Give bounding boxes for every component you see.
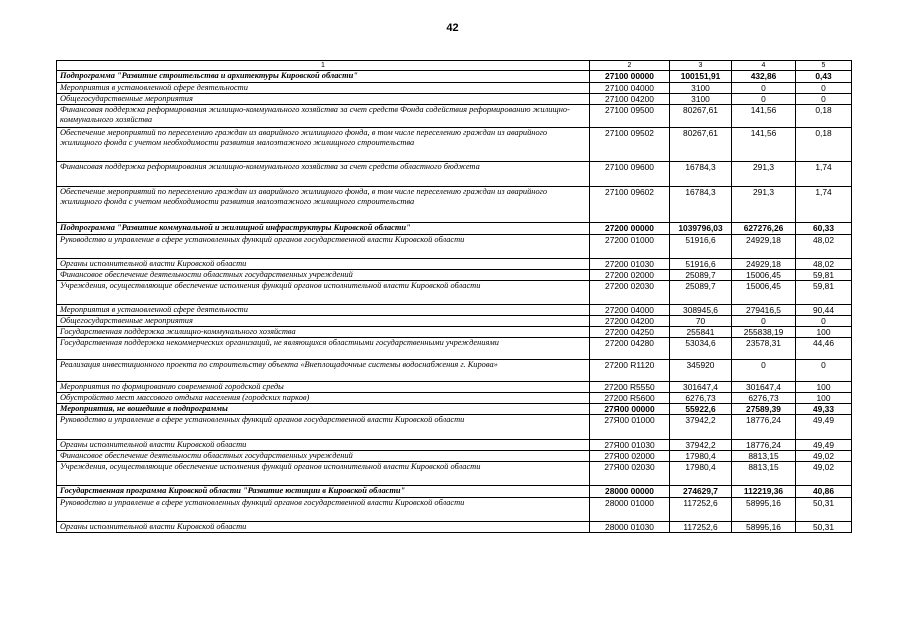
row-percent: 0,18 xyxy=(796,105,852,128)
row-code: 28000 01000 xyxy=(590,498,670,522)
row-executed-value: 8813,15 xyxy=(732,462,796,486)
row-planned-value: 51916,6 xyxy=(670,259,732,270)
row-code: 27Я00 01030 xyxy=(590,440,670,451)
row-executed-value: 15006,45 xyxy=(732,270,796,281)
row-planned-value: 117252,6 xyxy=(670,522,732,533)
row-percent: 0 xyxy=(796,316,852,327)
table-row xyxy=(57,305,852,316)
column-header-1: 1 xyxy=(57,61,590,71)
table-row xyxy=(57,316,852,327)
budget-table xyxy=(56,60,852,533)
row-code: 27200 02000 xyxy=(590,270,670,281)
table-row xyxy=(57,462,852,486)
row-name: Органы исполнительной власти Кировской области xyxy=(57,259,590,270)
row-percent: 40,86 xyxy=(796,486,852,498)
table-row xyxy=(57,259,852,270)
table-row xyxy=(57,71,852,83)
row-code: 27200 R1120 xyxy=(590,360,670,382)
row-executed-value: 141,56 xyxy=(732,128,796,162)
row-name: Мероприятия в установленной сфере деятельности xyxy=(57,83,590,94)
column-number-row xyxy=(57,61,852,71)
row-percent: 60,33 xyxy=(796,223,852,235)
row-planned-value: 25089,7 xyxy=(670,270,732,281)
table-row xyxy=(57,83,852,94)
row-name: Финансовое обеспечение деятельности областных государственных учреждений xyxy=(57,451,590,462)
row-code: 27200 00000 xyxy=(590,223,670,235)
table-row xyxy=(57,105,852,128)
row-percent: 49,49 xyxy=(796,415,852,440)
table-row xyxy=(57,270,852,281)
row-executed-value: 279416,5 xyxy=(732,305,796,316)
row-code: 27100 04200 xyxy=(590,94,670,105)
row-executed-value: 6276,73 xyxy=(732,393,796,404)
column-header-5: 5 xyxy=(796,61,852,71)
table-row xyxy=(57,415,852,440)
row-planned-value: 37942,2 xyxy=(670,440,732,451)
row-name: Мероприятия, не вошедшие в подпрограммы xyxy=(57,404,590,415)
row-name: Финансовая поддержка реформирования жилищно-коммунального хозяйства за счет средств областного бюджета xyxy=(57,162,590,187)
row-executed-value: 8813,15 xyxy=(732,451,796,462)
row-code: 27100 09602 xyxy=(590,187,670,223)
row-name: Финансовое обеспечение деятельности областных государственных учреждений xyxy=(57,270,590,281)
row-code: 27Я00 01000 xyxy=(590,415,670,440)
table-row xyxy=(57,338,852,360)
row-name: Обустройство мест массового отдыха населения (городских парков) xyxy=(57,393,590,404)
row-planned-value: 274629,7 xyxy=(670,486,732,498)
table-row xyxy=(57,498,852,522)
row-planned-value: 6276,73 xyxy=(670,393,732,404)
row-code: 27Я00 02030 xyxy=(590,462,670,486)
row-name: Финансовая поддержка реформирования жилищно-коммунального хозяйства за счет средств Фонда содействия реформированию жилищно-коммунального хозяйства xyxy=(57,105,590,128)
row-executed-value: 141,56 xyxy=(732,105,796,128)
column-header-3: 3 xyxy=(670,61,732,71)
table-row xyxy=(57,440,852,451)
row-percent: 59,81 xyxy=(796,270,852,281)
row-percent: 100 xyxy=(796,327,852,338)
row-name: Руководство и управление в сфере установленных функций органов государственной власти Кировской области xyxy=(57,415,590,440)
row-code: 27200 04280 xyxy=(590,338,670,360)
row-code: 27200 01030 xyxy=(590,259,670,270)
row-name: Подпрограмма "Развитие строительства и архитектуры Кировской области" xyxy=(57,71,590,83)
row-executed-value: 0 xyxy=(732,316,796,327)
row-code: 27200 01000 xyxy=(590,235,670,259)
row-name: Мероприятия в установленной сфере деятельности xyxy=(57,305,590,316)
row-planned-value: 51916,6 xyxy=(670,235,732,259)
row-code: 27100 00000 xyxy=(590,71,670,83)
row-executed-value: 0 xyxy=(732,94,796,105)
row-executed-value: 58995,16 xyxy=(732,498,796,522)
row-executed-value: 432,86 xyxy=(732,71,796,83)
row-executed-value: 24929,18 xyxy=(732,259,796,270)
row-percent: 0 xyxy=(796,94,852,105)
row-name: Учреждения, осуществляющие обеспечение исполнения функций органов исполнительной власти Кировской области xyxy=(57,281,590,305)
row-code: 27200 04000 xyxy=(590,305,670,316)
row-executed-value: 291,3 xyxy=(732,162,796,187)
table-row xyxy=(57,486,852,498)
table-row xyxy=(57,223,852,235)
row-percent: 100 xyxy=(796,382,852,393)
row-code: 27200 R5550 xyxy=(590,382,670,393)
table-body xyxy=(57,71,852,533)
row-executed-value: 291,3 xyxy=(732,187,796,223)
row-planned-value: 80267,61 xyxy=(670,128,732,162)
row-planned-value: 70 xyxy=(670,316,732,327)
row-code: 27100 09502 xyxy=(590,128,670,162)
row-planned-value: 17980,4 xyxy=(670,451,732,462)
table-row xyxy=(57,451,852,462)
row-planned-value: 3100 xyxy=(670,83,732,94)
row-percent: 1,74 xyxy=(796,187,852,223)
table-row xyxy=(57,94,852,105)
row-name: Руководство и управление в сфере установленных функций органов государственной власти Кировской области xyxy=(57,235,590,259)
row-executed-value: 112219,36 xyxy=(732,486,796,498)
row-planned-value: 16784,3 xyxy=(670,187,732,223)
row-code: 28000 00000 xyxy=(590,486,670,498)
row-percent: 49,02 xyxy=(796,451,852,462)
row-name: Органы исполнительной власти Кировской области xyxy=(57,440,590,451)
table-row xyxy=(57,360,852,382)
table-row xyxy=(57,327,852,338)
row-code: 27200 04250 xyxy=(590,327,670,338)
row-executed-value: 18776,24 xyxy=(732,440,796,451)
row-executed-value: 18776,24 xyxy=(732,415,796,440)
table-row xyxy=(57,522,852,533)
row-executed-value: 301647,4 xyxy=(732,382,796,393)
row-code: 27100 09500 xyxy=(590,105,670,128)
row-name: Государственная программа Кировской области "Развитие юстиции в Кировской области" xyxy=(57,486,590,498)
page-number: 42 xyxy=(446,22,459,34)
row-percent: 0 xyxy=(796,360,852,382)
row-percent: 0,18 xyxy=(796,128,852,162)
row-planned-value: 3100 xyxy=(670,94,732,105)
row-percent: 49,33 xyxy=(796,404,852,415)
row-percent: 1,74 xyxy=(796,162,852,187)
row-executed-value: 255838,19 xyxy=(732,327,796,338)
row-name: Государственная поддержка некоммерческих организаций, не являющихся областными государственными учреждениями xyxy=(57,338,590,360)
row-percent: 49,02 xyxy=(796,462,852,486)
row-name: Мероприятия по формированию современной городской среды xyxy=(57,382,590,393)
row-percent: 44,46 xyxy=(796,338,852,360)
row-executed-value: 15006,45 xyxy=(732,281,796,305)
row-planned-value: 345920 xyxy=(670,360,732,382)
table-row xyxy=(57,393,852,404)
row-name: Общегосударственные мероприятия xyxy=(57,94,590,105)
column-header-2: 2 xyxy=(590,61,670,71)
row-code: 27Я00 00000 xyxy=(590,404,670,415)
table-row xyxy=(57,162,852,187)
row-planned-value: 100151,91 xyxy=(670,71,732,83)
row-percent: 0,43 xyxy=(796,71,852,83)
row-code: 27200 04200 xyxy=(590,316,670,327)
row-executed-value: 58995,16 xyxy=(732,522,796,533)
table-row xyxy=(57,187,852,223)
row-percent: 0 xyxy=(796,83,852,94)
row-name: Государственная поддержка жилищно-коммунального хозяйства xyxy=(57,327,590,338)
row-name: Обеспечение мероприятий по переселению граждан из аварийного жилищного фонда, в том числе переселению граждан из аварийного жилищного фонда с учетом необходимости развития малоэтажного жилищного строительства xyxy=(57,128,590,162)
row-planned-value: 301647,4 xyxy=(670,382,732,393)
column-header-4: 4 xyxy=(732,61,796,71)
row-percent: 48,02 xyxy=(796,235,852,259)
row-executed-value: 627276,26 xyxy=(732,223,796,235)
row-name: Учреждения, осуществляющие обеспечение исполнения функций органов исполнительной власти Кировской области xyxy=(57,462,590,486)
row-percent: 59,81 xyxy=(796,281,852,305)
row-executed-value: 0 xyxy=(732,83,796,94)
table-row xyxy=(57,128,852,162)
row-planned-value: 80267,61 xyxy=(670,105,732,128)
row-name: Общегосударственные мероприятия xyxy=(57,316,590,327)
table-row xyxy=(57,281,852,305)
row-executed-value: 24929,18 xyxy=(732,235,796,259)
row-percent: 100 xyxy=(796,393,852,404)
row-name: Руководство и управление в сфере установленных функций органов государственной власти Кировской области xyxy=(57,498,590,522)
row-executed-value: 23578,31 xyxy=(732,338,796,360)
table-row xyxy=(57,235,852,259)
row-executed-value: 27589,39 xyxy=(732,404,796,415)
row-code: 27Я00 02000 xyxy=(590,451,670,462)
table-row xyxy=(57,404,852,415)
row-code: 27100 04000 xyxy=(590,83,670,94)
row-planned-value: 37942,2 xyxy=(670,415,732,440)
row-code: 28000 01030 xyxy=(590,522,670,533)
row-planned-value: 25089,7 xyxy=(670,281,732,305)
row-code: 27200 02030 xyxy=(590,281,670,305)
row-planned-value: 308945,6 xyxy=(670,305,732,316)
budget-table-container xyxy=(56,60,851,533)
row-planned-value: 117252,6 xyxy=(670,498,732,522)
row-executed-value: 0 xyxy=(732,360,796,382)
row-name: Органы исполнительной власти Кировской области xyxy=(57,522,590,533)
row-planned-value: 255841 xyxy=(670,327,732,338)
row-percent: 48,02 xyxy=(796,259,852,270)
row-code: 27100 09600 xyxy=(590,162,670,187)
row-planned-value: 17980,4 xyxy=(670,462,732,486)
row-planned-value: 53034,6 xyxy=(670,338,732,360)
row-percent: 90,44 xyxy=(796,305,852,316)
row-name: Реализация инвестиционного проекта по строительству объекта «Внеплощадочные системы водоснабжения г. Кирова» xyxy=(57,360,590,382)
row-percent: 49,49 xyxy=(796,440,852,451)
row-percent: 50,31 xyxy=(796,522,852,533)
row-planned-value: 16784,3 xyxy=(670,162,732,187)
row-planned-value: 1039796,03 xyxy=(670,223,732,235)
row-name: Обеспечение мероприятий по переселению граждан из аварийного жилищного фонда, в том числе переселению граждан из аварийного жилищного фонда с учетом необходимости развития малоэтажного жилищного строительства xyxy=(57,187,590,223)
row-code: 27200 R5600 xyxy=(590,393,670,404)
table-row xyxy=(57,382,852,393)
row-name: Подпрограмма "Развитие коммунальной и жилищной инфраструктуры Кировской области" xyxy=(57,223,590,235)
row-planned-value: 55922,6 xyxy=(670,404,732,415)
row-percent: 50,31 xyxy=(796,498,852,522)
